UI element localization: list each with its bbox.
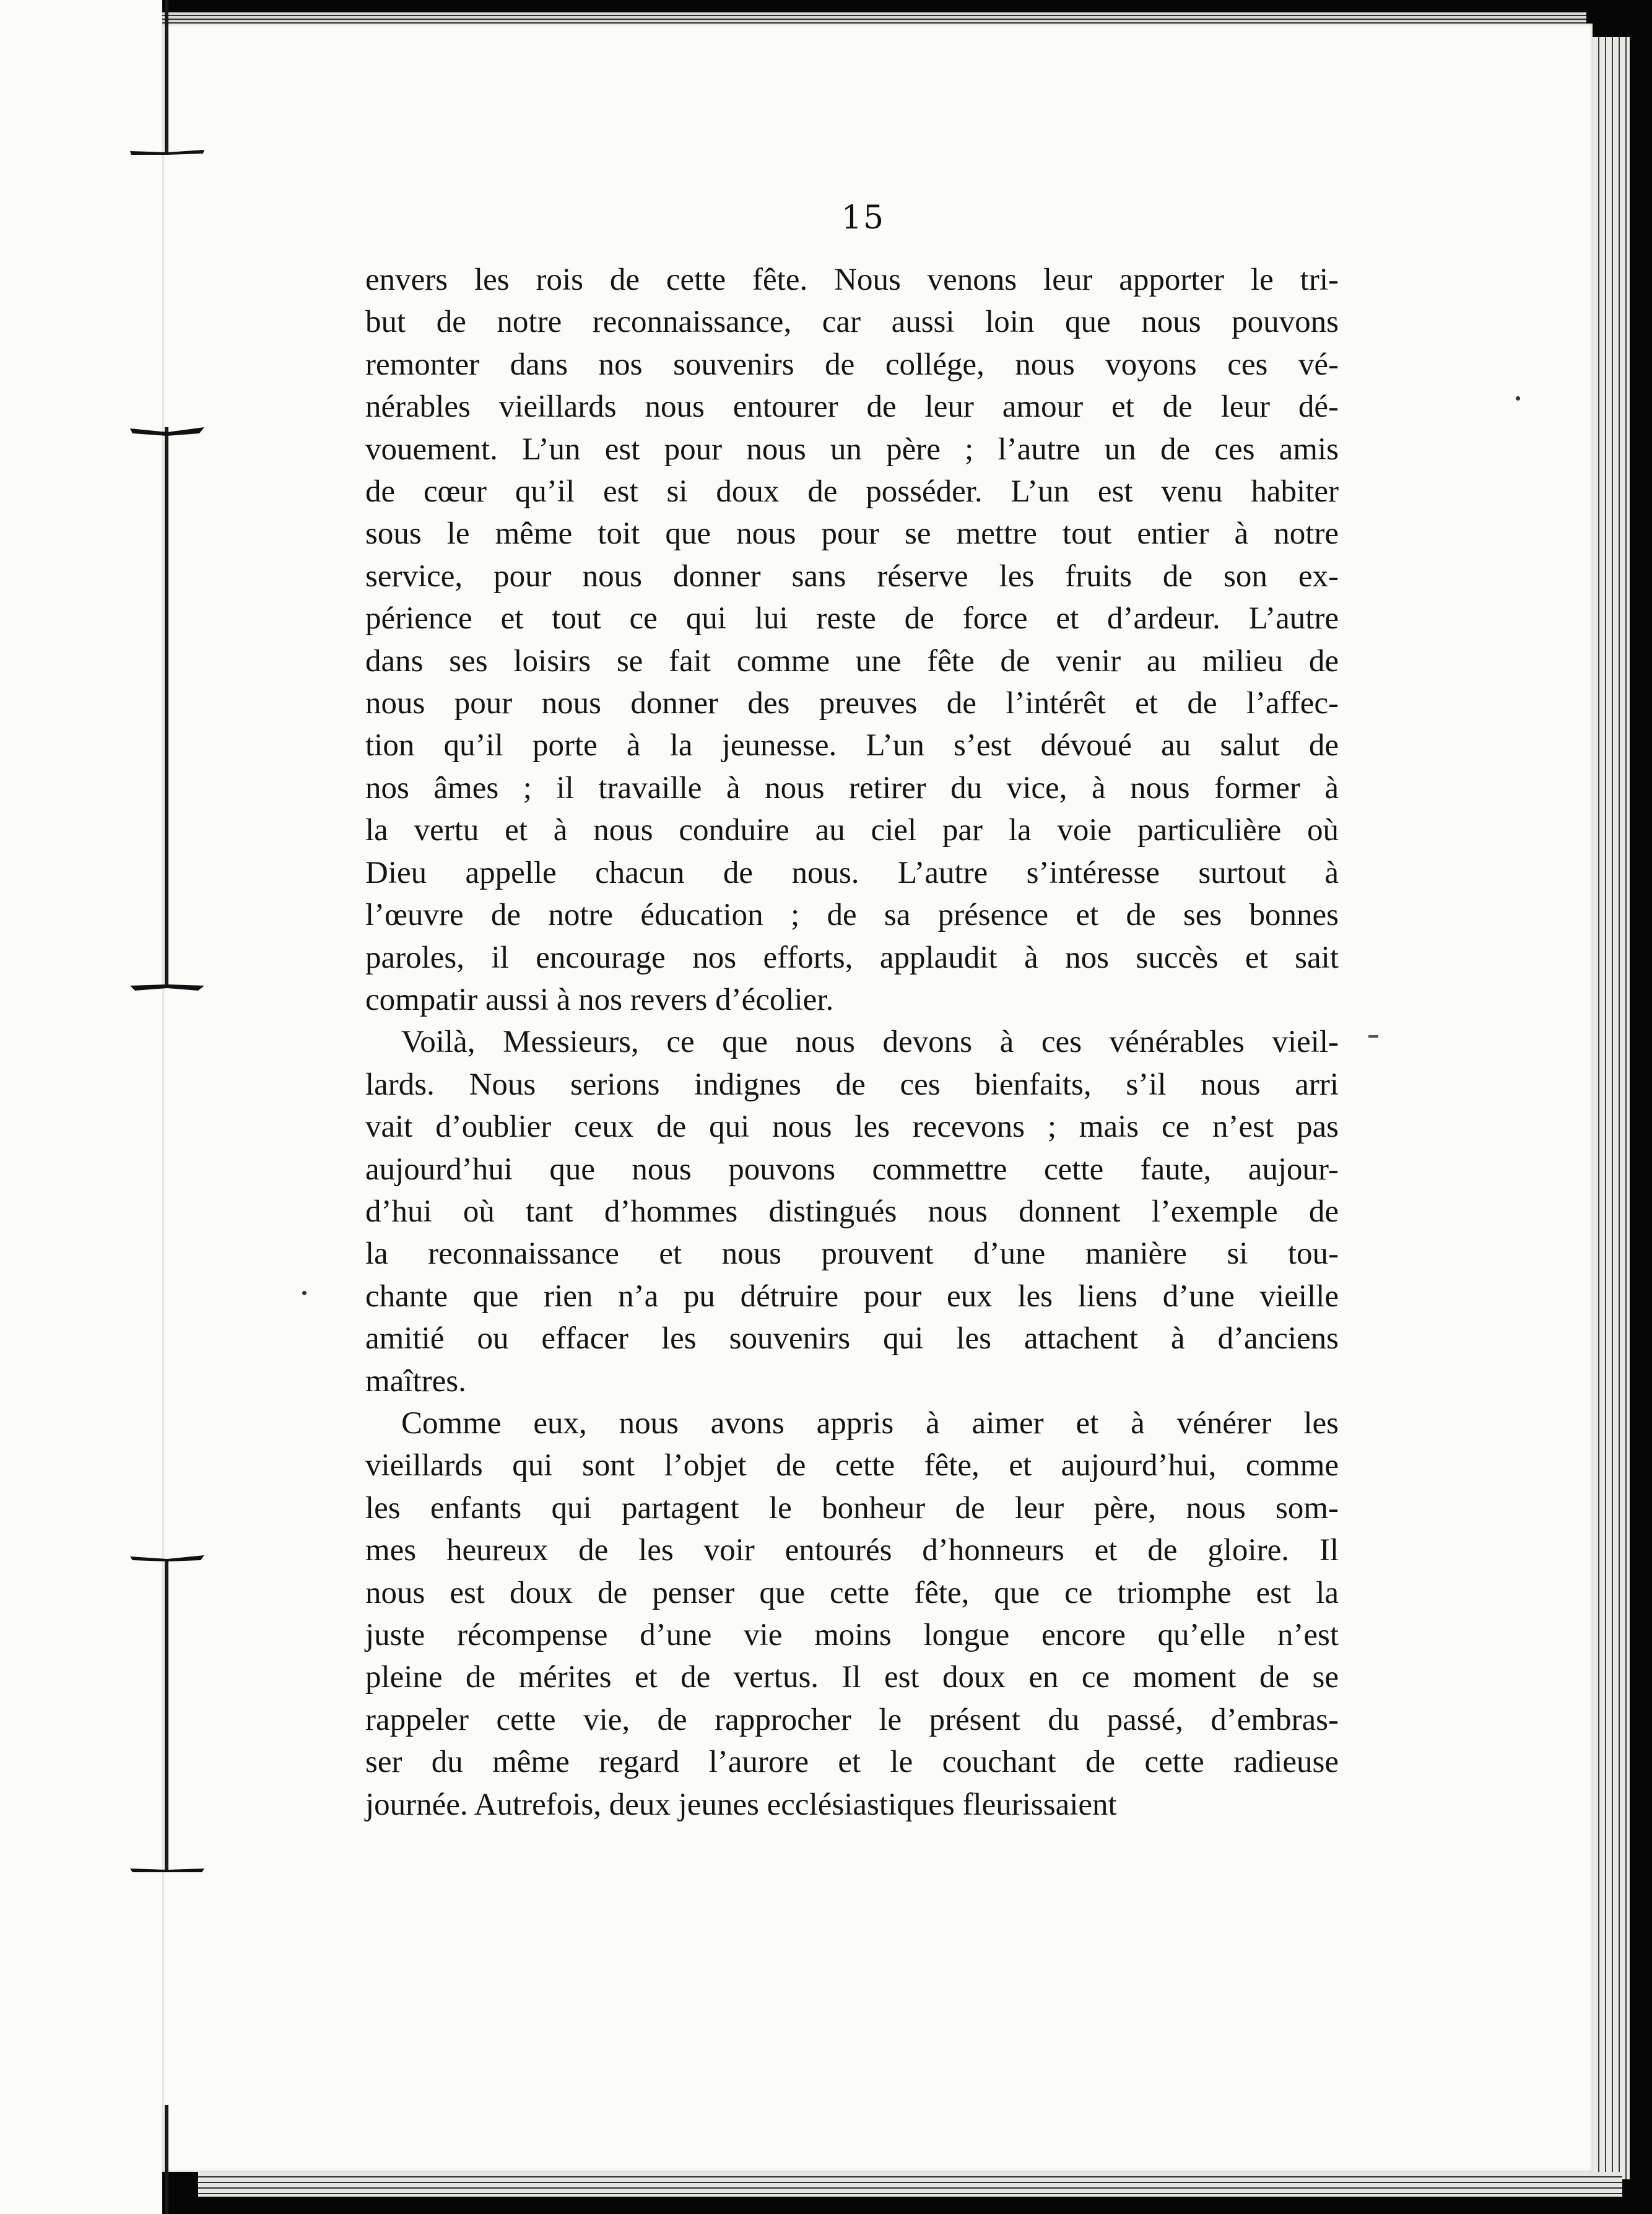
text-line: Voilà, Messieurs, ce que nous devons à ces vénérables vieil-	[401, 1025, 1339, 1060]
text-line: ser du même regard l’aurore et le couchant de cette radieuse	[365, 1745, 1339, 1780]
page-edge-top	[162, 12, 1586, 24]
text-line: vieillards qui sont l’objet de cette fête, et aujourd’hui, comme	[365, 1448, 1339, 1483]
binding-thread	[165, 0, 168, 155]
page-number: 15	[841, 199, 885, 237]
text-line: compatir aussi à nos revers d’écolier.	[365, 982, 834, 1017]
text-line: les enfants qui partagent le bonheur de leur père, nous som-	[365, 1490, 1339, 1526]
body-text	[365, 259, 1339, 1826]
paragraph	[365, 1402, 1339, 1826]
text-line: Dieu appelle chacun de nous. L’autre s’intéresse surtout à	[365, 855, 1339, 890]
text-line: d’hui où tant d’hommes distingués nous donnent l’exemple de	[365, 1194, 1339, 1229]
binding-thread	[165, 1560, 168, 1870]
binding-thread	[165, 2105, 168, 2214]
text-line: nérables vieillards nous entourer de leur amour et de leur dé-	[365, 389, 1339, 425]
text-line: la vertu et à nous conduire au ciel par la voie particulière où	[365, 813, 1339, 848]
page-edge-right	[1593, 37, 1630, 2179]
paragraph	[365, 259, 1339, 1021]
stitch-mark	[130, 981, 204, 994]
text-line: pleine de mérites et de vertus. Il est doux en ce moment de se	[365, 1660, 1339, 1695]
text-line: but de notre reconnaissance, car aussi loin que nous pouvons	[365, 305, 1339, 340]
text-line: vait d’oublier ceux de qui nous les recevons ; mais ce n’est pas	[365, 1109, 1339, 1145]
text-line: mes heureux de les voir entourés d’honneurs et de gloire. Il	[365, 1533, 1339, 1568]
scan-speck	[1516, 396, 1520, 401]
text-line: rappeler cette vie, de rapprocher le présent du passé, d’embras-	[365, 1702, 1339, 1737]
text-line: journée. Autrefois, deux jeunes ecclésiastiques fleurissaient	[365, 1787, 1117, 1822]
paragraph	[365, 1021, 1339, 1402]
text-line: service, pour nous donner sans réserve les fruits de son ex-	[365, 558, 1339, 594]
scan-speck	[302, 1291, 306, 1295]
text-line: nous pour nous donner des preuves de l’intérêt et de l’affec-	[365, 686, 1339, 721]
binding-thread	[165, 427, 168, 984]
text-line: amitié ou effacer les souvenirs qui les attachent à d’anciens	[365, 1321, 1339, 1357]
text-line: dans ses loisirs se fait comme une fête de venir au milieu de	[365, 643, 1339, 679]
text-line: l’œuvre de notre éducation ; de sa présence et de ses bonnes	[365, 898, 1339, 933]
text-line: lards. Nous serions indignes de ces bienfaits, s’il nous arri	[365, 1067, 1339, 1102]
text-line: sous le même toit que nous pour se mettre tout entier à notre	[365, 516, 1339, 552]
text-line: juste récompense d’une vie moins longue encore qu’elle n’est	[365, 1618, 1339, 1652]
text-line: de cœur qu’il est si doux de posséder. L’un est venu habiter	[365, 474, 1339, 510]
binding-gutter	[0, 0, 162, 2214]
text-line: remonter dans nos souvenirs de collége, nous voyons ces vé-	[365, 347, 1339, 382]
page-edge-bottom	[198, 2172, 1622, 2197]
text-line: tion qu’il porte à la jeunesse. L’un s’est dévoué au salut de	[365, 728, 1339, 763]
text-line: la reconnaissance et nous prouvent d’une manière si tou-	[365, 1236, 1339, 1272]
stitch-mark	[130, 1864, 204, 1877]
text-line: paroles, il encourage nos efforts, applaudit à nos succès et sait	[365, 940, 1339, 975]
scan-speck	[1368, 1035, 1378, 1038]
text-line: Comme eux, nous avons appris à aimer et à vénérer les	[401, 1405, 1339, 1441]
stitch-mark	[130, 426, 204, 440]
text-line: envers les rois de cette fête. Nous venons leur apporter le tri-	[365, 263, 1339, 297]
text-line: périence et tout ce qui lui reste de force et d’ardeur. L’autre	[365, 601, 1339, 636]
stitch-mark	[130, 146, 204, 160]
text-line: aujourd’hui que nous pouvons commettre cette faute, aujour-	[365, 1152, 1339, 1187]
stitch-mark	[130, 1553, 204, 1566]
text-line: chante que rien n’a pu détruire pour eux les liens d’une vieille	[365, 1278, 1339, 1314]
text-line: maîtres.	[365, 1363, 466, 1399]
text-line: nos âmes ; il travaille à nous retirer du vice, à nous former à	[365, 770, 1339, 805]
text-line: vouement. L’un est pour nous un père ; l’autre un de ces amis	[365, 432, 1339, 467]
text-line: nous est doux de penser que cette fête, que ce triomphe est la	[365, 1575, 1339, 1610]
